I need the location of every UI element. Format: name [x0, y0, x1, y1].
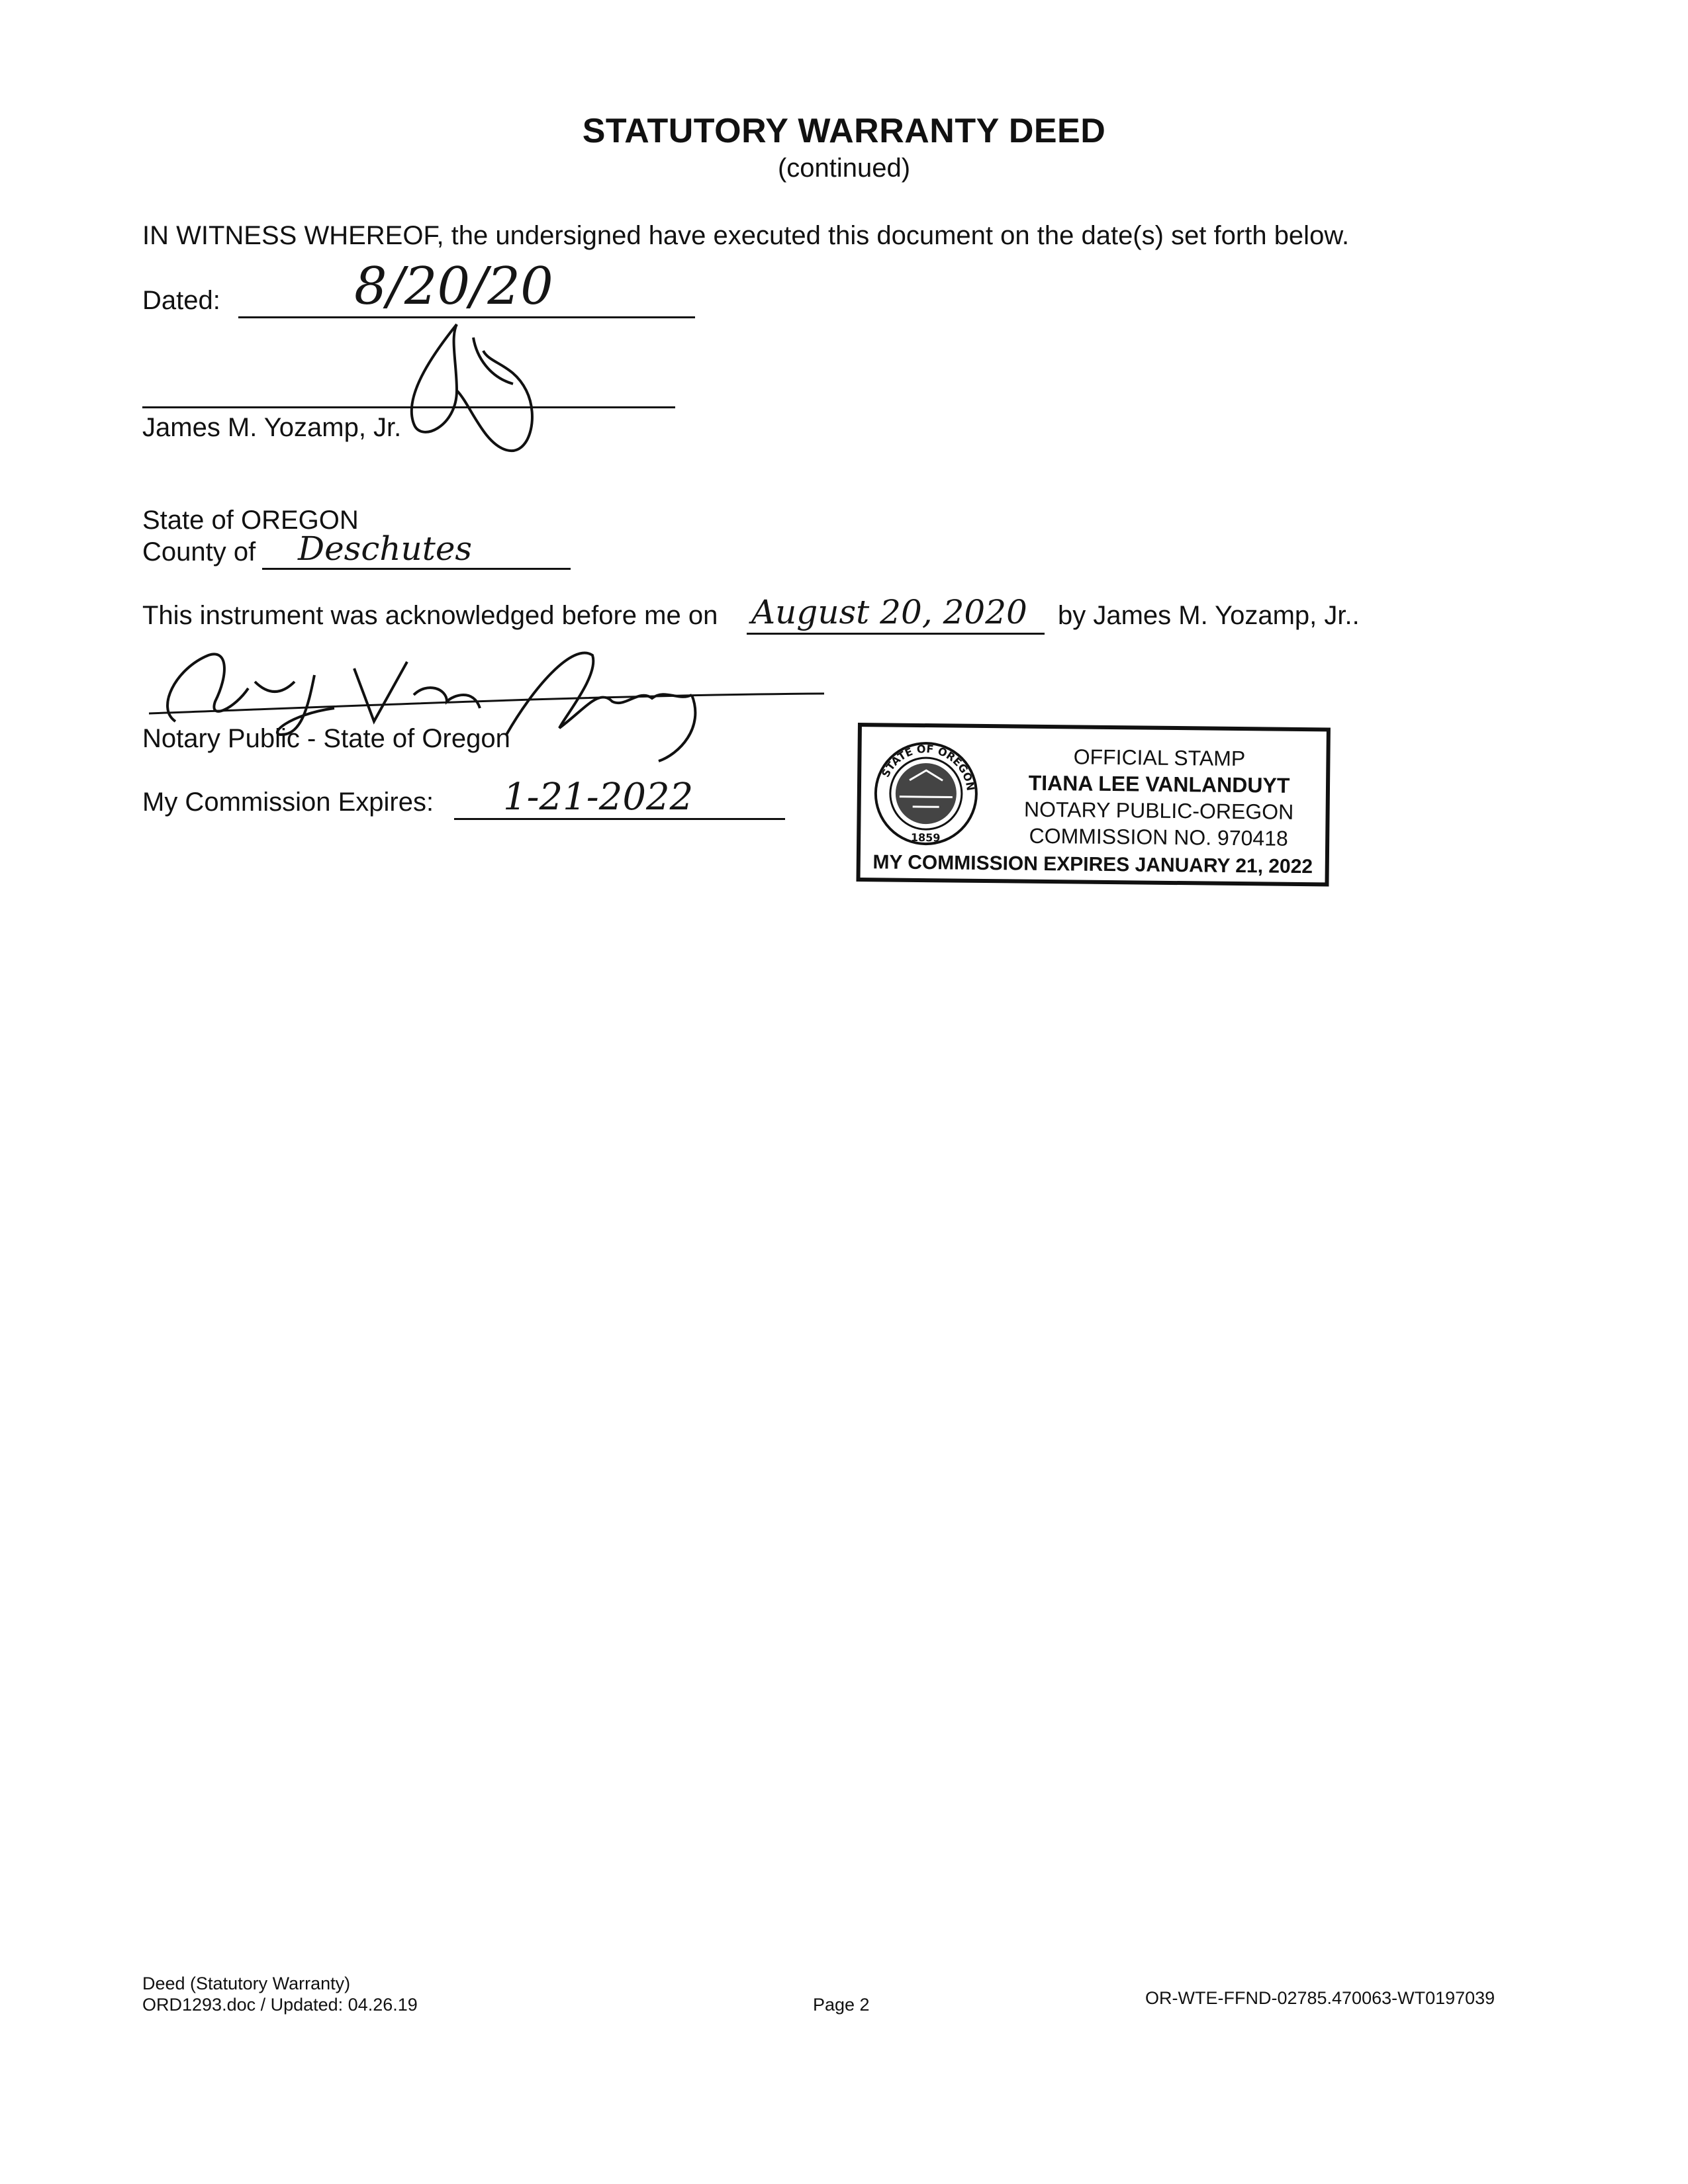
stamp-expiration: MY COMMISSION EXPIRES JANUARY 21, 2022 — [872, 851, 1313, 878]
county-line — [262, 568, 571, 570]
footer-order-number: OR-WTE-FFND-02785.470063-WT0197039 — [1145, 1988, 1495, 2008]
notary-label: Notary Public - State of Oregon — [142, 724, 510, 753]
ack-date-line — [747, 633, 1045, 635]
signer-name: James M. Yozamp, Jr. — [142, 413, 402, 442]
ack-suffix: by James M. Yozamp, Jr.. — [1058, 601, 1360, 630]
stamp-heading: OFFICIAL STAMP — [1073, 745, 1246, 771]
dated-label: Dated: — [142, 286, 220, 315]
ack-date-handwritten: August 20, 2020 — [751, 593, 1027, 631]
oregon-seal-icon — [872, 740, 980, 847]
stamp-commission-number: COMMISSION NO. 970418 — [1029, 823, 1289, 850]
footer-doc-type: Deed (Statutory Warranty) — [142, 1974, 351, 1993]
witness-clause: IN WITNESS WHEREOF, the undersigned have executed this document on the date(s) set forth below. — [142, 221, 1350, 250]
ack-prefix: This instrument was acknowledged before me on — [142, 601, 718, 630]
official-stamp — [856, 723, 1330, 886]
county-label: County of — [142, 537, 256, 567]
footer-page-number: Page 2 — [813, 1995, 870, 2015]
footer-doc-id: ORD1293.doc / Updated: 04.26.19 — [142, 1995, 418, 2015]
county-handwritten: Deschutes — [298, 529, 473, 568]
stamp-notary-title: NOTARY PUBLIC-OREGON — [1023, 797, 1294, 824]
document-title: STATUTORY WARRANTY DEED — [582, 112, 1106, 150]
dated-handwritten: 8/20/20 — [354, 257, 553, 316]
stamp-notary-name: TIANA LEE VANLANDUYT — [1028, 770, 1290, 797]
state-line: State of OREGON — [142, 506, 359, 535]
commission-handwritten: 1-21-2022 — [503, 776, 694, 819]
seal-year: 1859 — [910, 831, 941, 844]
document-subtitle: (continued) — [777, 154, 911, 183]
seal-text: STATE OF OREGON — [878, 742, 977, 792]
commission-label: My Commission Expires: — [142, 788, 434, 817]
